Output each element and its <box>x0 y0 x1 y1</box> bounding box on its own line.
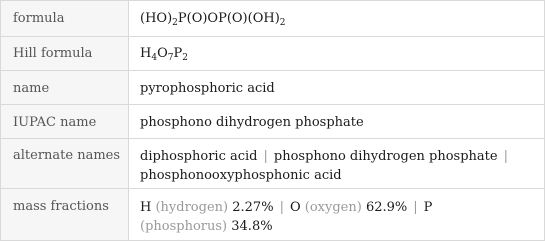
separator: | <box>413 200 418 215</box>
separator: | <box>263 149 268 164</box>
mass-fraction: 2.27% <box>232 200 274 215</box>
row-label: alternate names <box>1 139 129 188</box>
hill-formula-value <box>129 37 544 70</box>
row-label: IUPAC name <box>1 105 129 138</box>
formula-subscript: 2 <box>182 53 188 63</box>
formula-value <box>129 1 544 36</box>
row-label: Hill formula <box>1 37 129 70</box>
table-row-mass-fractions <box>1 188 544 240</box>
formula-part: O <box>157 46 168 61</box>
table-row-formula <box>1 1 544 36</box>
mass-fraction: 62.9% <box>365 200 408 215</box>
element-symbol: H <box>140 200 152 215</box>
separator: | <box>503 149 508 164</box>
table-row-alternate-names <box>1 138 544 188</box>
formula-subscript: 4 <box>151 53 158 63</box>
alternate-name: phosphono dihydrogen phosphate <box>273 149 498 164</box>
formula-subscript: 2 <box>279 18 286 28</box>
alternate-names-value <box>129 139 544 188</box>
name-value: pyrophosphoric acid <box>140 81 275 96</box>
table-row-iupac-name <box>1 104 544 138</box>
alternate-name: phosphonooxyphosphonic acid <box>140 168 342 183</box>
alternate-name: diphosphoric acid <box>140 149 258 164</box>
table-row-hill-formula <box>1 36 544 70</box>
iupac-name-value: phosphono dihydrogen phosphate <box>140 115 364 130</box>
element-name: (oxygen) <box>304 200 362 215</box>
element-name: (hydrogen) <box>155 200 229 215</box>
mass-fraction: 34.8% <box>231 219 273 234</box>
mass-fractions-value <box>129 189 544 240</box>
formula-part: P <box>173 46 183 61</box>
formula-subscript: 2 <box>172 18 178 28</box>
row-label: mass fractions <box>1 189 129 240</box>
formula-subscript: 7 <box>167 53 174 63</box>
formula-part: (HO) <box>140 11 173 26</box>
element-symbol: O <box>289 200 301 215</box>
row-label: name <box>1 71 129 104</box>
separator: | <box>279 200 284 215</box>
row-label: formula <box>1 1 129 36</box>
formula-part: P(O)OP(O)(OH) <box>177 11 280 26</box>
formula-part: H <box>140 46 152 61</box>
element-name: (phosphorus) <box>140 219 228 234</box>
table-row-name <box>1 70 544 104</box>
element-symbol: P <box>423 200 433 215</box>
